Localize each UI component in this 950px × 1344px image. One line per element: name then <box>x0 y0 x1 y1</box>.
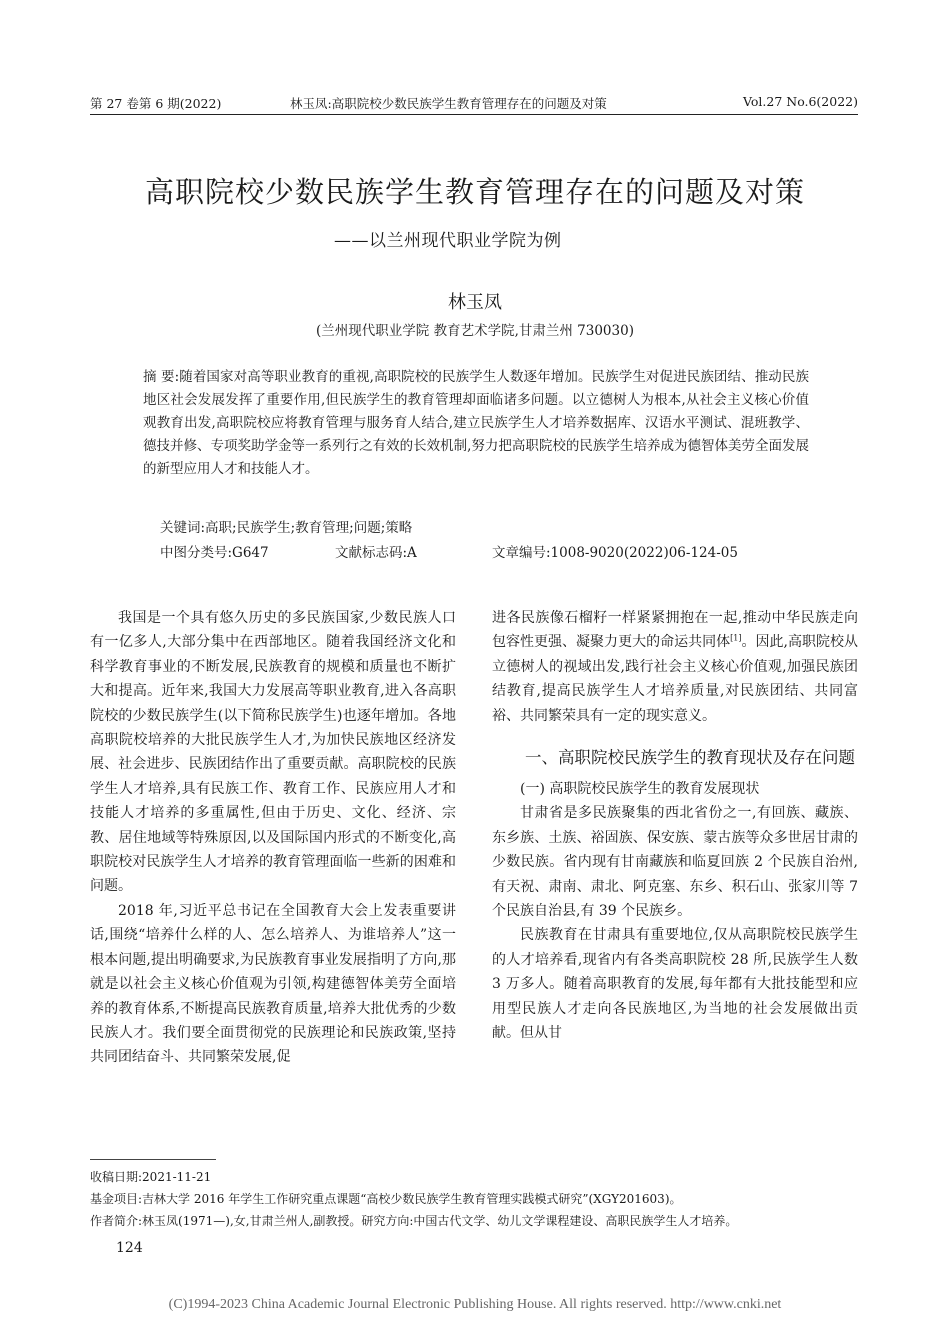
body-paragraph: 我国是一个具有悠久历史的多民族国家,少数民族人口有一亿多人,大部分集中在西部地区。随着我国经济文化和科学教育事业的不断发展,民族教育的规模和质量也不断扩大和提高。近年来,我国大力发展高等职业教育,进入各高职院校的少数民族学生(以下简称民族学生)也逐年增加。各地高职院校培养的大批民族学生人才,为加快民族地区经济发展、社会进步、民族团结作出了重要贡献。高职院校的民族学生人才培养,具有民族工作、教育工作、民族应用人才和技能人才培养的多重属性,但由于历史、文化、经济、宗教、居住地域等特殊原因,以及国际国内形式的不断变化,高职院校对民族学生人才培养的教育管理面临一些新的困难和问题。 <box>90 610 456 895</box>
body-right-column <box>492 606 858 1046</box>
body-paragraph-continued <box>492 606 858 728</box>
body-paragraph: 甘肃省是多民族聚集的西北省份之一,有回族、藏族、东乡族、土族、裕固族、保安族、蒙古族等众多世居甘肃的少数民族。省内现有甘南藏族和临夏回族 2 个民族自治州,有天祝、肃南、肃北、阿克塞、东乡、积石山、张家川等 7 个民族自治县,有 39 个民族乡。 <box>492 805 858 920</box>
received-date: 收稿日期:2021-11-21 <box>90 1170 212 1184</box>
section-heading: 一、高职院校民族学生的教育现状及存在问题 <box>525 748 855 768</box>
body-paragraph: 民族教育在甘肃具有重要地位,仅从高职院校民族学生的人才培养看,现省内有各类高职院校 28 所,民族学生人数 3 万多人。随着高职教育的发展,每年都有大批技能型和应用型民族人才走向各民族地区,为当地的社会发展做出贡献。但从甘 <box>492 927 858 1042</box>
running-title: 林玉凤:高职院校少数民族学生教育管理存在的问题及对策 <box>290 96 607 111</box>
subsection-heading: (一) 高职院校民族学生的教育发展现状 <box>520 781 760 798</box>
copyright-footer: (C)1994-2023 China Academic Journal Electronic Publishing House. All rights reserved. http://www.cnki.net <box>168 1297 782 1312</box>
author-name: 林玉凤 <box>448 292 502 313</box>
continued-text: 进各民族像石榴籽一样紧紧拥抱在一起,推动中华民族走向包容性更强、凝聚力更大的命运共同体 <box>492 610 858 651</box>
continued-text-tail: 。因此,高职院校从立德树人的视域出发,践行社会主义核心价值观,加强民族团结教育,提高民族学生人才培养质量,对民族团结、共同富裕、共同繁荣具有一定的现实意义。 <box>492 634 859 724</box>
clc-number: 中图分类号:G647 <box>160 545 269 561</box>
page-number: 124 <box>116 1240 143 1256</box>
abstract-text: 随着国家对高等职业教育的重视,高职院校的民族学生人数逐年增加。民族学生对促进民族团结、推动民族地区社会发展发挥了重要作用,但民族学生的教育管理却面临诸多问题。以立德树人为根本,从社会主义核心价值观教育出发,高职院校应将教育管理与服务育人结合,建立民族学生人才培养数据库、汉语水平测试、混班教学、德技并修、专项奖助学金等一系列行之有效的长效机制,努力把高职院校的民族学生培养成为德智体美劳全面发展的新型应用人才和技能人才。 <box>143 369 809 477</box>
fund-info: 基金项目:吉林大学 2016 年学生工作研究重点课题“高校少数民族学生教育管理实践模式研究”(XGY201603)。 <box>90 1192 682 1206</box>
footnote-divider <box>90 1159 216 1160</box>
abstract-label: 摘 要: <box>143 369 180 385</box>
article-subtitle: ——以兰州现代职业学院为例 <box>334 231 562 251</box>
author-bio: 作者简介:林玉凤(1971—),女,甘肃兰州人,副教授。研究方向:中国古代文学、幼儿文学课程建设、高职民族学生人才培养。 <box>90 1214 738 1228</box>
body-paragraph: 2018 年,习近平总书记在全国教育大会上发表重要讲话,围绕“培养什么样的人、怎么培养人、为谁培养人”这一根本问题,提出明确要求,为民族教育事业发展指明了方向,那就是以社会主义核心价值观为引领,构建德智体美劳全面培养的教育体系,不断提高民族教育质量,培养大批优秀的少数民族人才。我们要全面贯彻党的民族理论和民族政策,坚持共同团结奋斗、共同繁荣发展,促 <box>90 902 456 1066</box>
reference-mark: [1] <box>730 633 742 643</box>
abstract <box>143 366 809 481</box>
journal-volume-issue-en: Vol.27 No.6(2022) <box>743 94 858 109</box>
running-header <box>90 92 858 115</box>
body-left-column <box>90 606 456 1070</box>
article-title: 高职院校少数民族学生教育管理存在的问题及对策 <box>144 175 805 209</box>
document-code: 文献标志码:A <box>335 545 417 561</box>
keywords: 关键词:高职;民族学生;教育管理;问题;策略 <box>160 520 413 536</box>
article-number: 文章编号:1008-9020(2022)06-124-05 <box>492 545 738 561</box>
journal-volume-issue: 第 27 卷第 6 期(2022) <box>90 96 222 111</box>
author-affiliation: (兰州现代职业学院 教育艺术学院,甘肃兰州 730030) <box>316 323 634 339</box>
classification-line <box>160 541 810 563</box>
